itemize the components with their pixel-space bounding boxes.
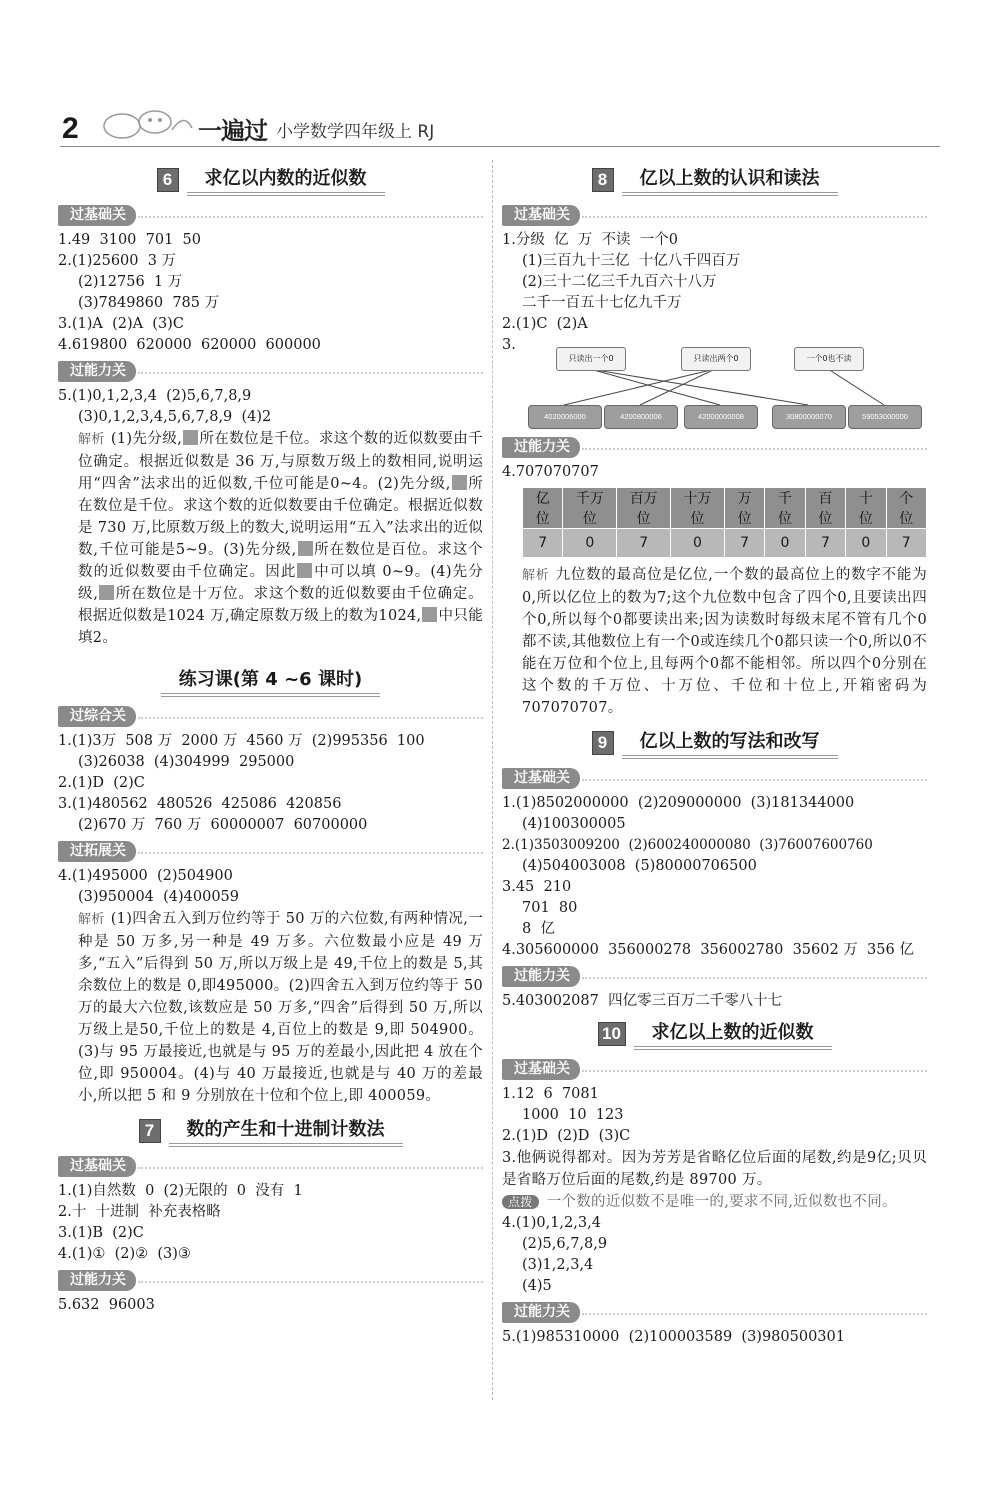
answer-line: (3)0,1,2,3,4,5,6,7,8,9 (4)2 xyxy=(78,409,272,425)
answer-line: 1.分级 亿 万 不读 一个0 xyxy=(502,232,678,248)
section-heading: 求亿以上数的近似数 xyxy=(634,1018,832,1050)
section-number: 7 xyxy=(139,1119,161,1143)
subsection-tag: 过基础关 xyxy=(58,204,483,226)
subsection-tag: 过基础关 xyxy=(58,1155,483,1177)
answer-line: 1.(1)8502000000 (2)209000000 (3)181344000 xyxy=(502,795,855,811)
subsection-tag: 过能力关 xyxy=(58,1269,483,1291)
answer-line: 3.(1)B (2)C xyxy=(58,1225,144,1241)
table-header-cell: 百万位 xyxy=(617,488,671,529)
subsection-tag: 过基础关 xyxy=(502,767,927,789)
answer-line: 5.(1)985310000 (2)100003589 (3)980500301 xyxy=(502,1329,845,1345)
explanation: 解析 九位数的最高位是亿位,一个数的最高位上的数字不能为0,所以亿位上的数为7;这个九位数中包含了四个0,且要读出四个0,所以每个0都要读出来;因为读数时每级末尾不管有几个0都不读,其他数位上有一个0或连续几个0都只读一个0,所以0不能在万位和个位上,且每两个0都不能相邻。所以四个0分别在这个数的千万位、十万位、千位和十位上,开箱密码为707070707。 xyxy=(522,567,927,716)
answer-line: (4)5 xyxy=(522,1278,552,1294)
answer-line: 1.12 6 7081 xyxy=(502,1086,599,1102)
answer-line: 二千一百五十七亿九千万 xyxy=(522,295,682,311)
answer-line: 2.(1)3503009200 (2)600240000080 (3)76007600760 xyxy=(502,837,873,853)
answer-line: (3)26038 (4)304999 295000 xyxy=(78,754,295,770)
book-subtitle: 小学数学四年级上 RJ xyxy=(276,122,435,142)
answer-line: 3.(1)A (2)A (3)C xyxy=(58,316,184,332)
brand-logo: 一遍过 xyxy=(198,117,267,145)
answer-line: 4.305600000 356000278 356002780 35602 万 356 亿 xyxy=(502,942,914,958)
section-7-title xyxy=(58,1115,483,1147)
table-header-cell: 百位 xyxy=(805,488,845,529)
answer-line: 3.45 210 xyxy=(502,879,572,895)
blank-box-icon xyxy=(99,585,114,600)
subsection-tag: 过能力关 xyxy=(502,1301,927,1323)
page-number: 2 xyxy=(62,112,79,145)
table-cell: 7 xyxy=(617,529,671,558)
answer-line: 2.(1)25600 3 万 xyxy=(58,253,177,269)
table-cell: 0 xyxy=(765,529,805,558)
answer-line: (2)12756 1 万 xyxy=(78,274,183,290)
answer-line: (2)三十二亿三千九百六十八万 xyxy=(522,274,717,290)
matching-diagram xyxy=(522,337,927,432)
blank-box-icon xyxy=(452,475,467,490)
table-cell: 0 xyxy=(563,529,617,558)
table-header-cell: 十万位 xyxy=(671,488,725,529)
answer-line: (3)950004 (4)400059 xyxy=(78,889,240,905)
answer-line: 1.(1)3万 508 万 2000 万 4560 万 (2)995356 100 xyxy=(58,733,425,749)
table-header-cell: 十位 xyxy=(846,488,886,529)
table-row xyxy=(523,529,927,558)
header-divider xyxy=(60,146,940,147)
answer-line: (4)100300005 xyxy=(522,816,626,832)
subsection-tag: 过能力关 xyxy=(58,360,483,382)
section-number: 8 xyxy=(592,168,614,192)
explanation: 解析 (1)四舍五入到万位约等于 50 万的六位数,有两种情况,一种是 50 万多,另一种是 49 万多。六位数最小应是 49 万多,“五入”后得到 50 万,所以万级上是 49,千位上的数是 5,其余数位上的数是 0,即495000。(2)四舍五入到万位约等于 50 万的最大六位数,该数应是 50 万多,“四舍”后得到 50 万,所以万级上是50,千位上的数是 4,百位上的数是 9,即 504900。(3)与 95 万最接近,也就是与 95 万的差最小,因此把 4 放在个位,即 950004。(4)与 40 万最接近,也就是与 40 万的差最小,所以把 5 和 9 分别放在十位和个位上,即 400059。 xyxy=(78,911,483,1104)
section-heading: 亿以上数的写法和改写 xyxy=(622,727,838,759)
answer-line: 2.(1)D (2)D (3)C xyxy=(502,1128,631,1144)
section-8-title xyxy=(502,164,927,196)
table-header-cell: 千位 xyxy=(765,488,805,529)
answer-line: 1.49 3100 701 50 xyxy=(58,232,201,248)
table-cell: 7 xyxy=(886,529,926,558)
section-10-title xyxy=(502,1018,927,1050)
answer-line: (2)670 万 760 万 60000007 60700000 xyxy=(78,817,368,833)
table-header-row xyxy=(523,488,927,529)
answer-line: 3.(1)480562 480526 425086 420856 xyxy=(58,796,342,812)
answer-line: 5.632 96003 xyxy=(58,1297,155,1313)
subsection-tag: 过能力关 xyxy=(502,965,927,987)
number-card: 30800000070 xyxy=(772,405,846,429)
place-value-table xyxy=(522,487,927,558)
answer-line: 4.(1)① (2)② (3)③ xyxy=(58,1246,191,1262)
answer-line: (1)三百九十三亿 十亿八千四百万 xyxy=(522,253,741,269)
table-cell: 0 xyxy=(846,529,886,558)
answer-line: (3)7849860 785 万 xyxy=(78,295,220,311)
blank-box-icon xyxy=(422,607,437,622)
tip: 点拨 一个数的近似数不是唯一的,要求不同,近似数也不同。 xyxy=(502,1191,927,1213)
section-6-title xyxy=(58,164,483,196)
answer-line: 4.(1)0,1,2,3,4 xyxy=(502,1215,601,1231)
number-card: 4020006000 xyxy=(528,405,602,429)
answer-line: 5.(1)0,1,2,3,4 (2)5,6,7,8,9 xyxy=(58,388,252,404)
section-heading: 练习课(第 4 ~6 课时) xyxy=(161,665,380,697)
blank-box-icon xyxy=(297,563,312,578)
subsection-tag: 过拓展关 xyxy=(58,840,483,862)
section-9-title xyxy=(502,727,927,759)
table-header-cell: 个位 xyxy=(886,488,926,529)
tip-label: 点拨 xyxy=(502,1195,539,1209)
table-cell: 7 xyxy=(724,529,764,558)
table-header-cell: 亿位 xyxy=(523,488,563,529)
answer-line: 2.(1)C (2)A xyxy=(502,316,588,332)
section-number: 6 xyxy=(157,168,179,192)
table-cell: 7 xyxy=(523,529,563,558)
answer-line: 701 80 xyxy=(522,900,578,916)
table-header-cell: 万位 xyxy=(724,488,764,529)
table-cell: 0 xyxy=(671,529,725,558)
answer-line: 4.619800 620000 620000 600000 xyxy=(58,337,321,353)
explanation: 解析 (1)先分级, 所在数位是千位。求这个数的近似数要由千位确定。根据近似数是 36 万,与原数万级上的数相同,说明运用“四舍”法求出的近似数,千位可能是0~4。(2)先分级, 所在数位是千位。求这个数的近似数要由千位确定。根据近似数是 730 万,比原数万级上的数大,说明运用“五入”法求出的近似数,千位可能是5~9。(3)先分级, 所在数位是百位。求这个数的近似数要由千位确定。因此 中可以填 0~9。(4)先分级, 所在数位是十万位。求这个数的近似数要由千位确定。根据近似数是1024 万,确定原数万级上的数为1024, 中只能填2。 xyxy=(78,431,483,646)
column-divider xyxy=(492,160,493,1400)
answer-line: (3)1,2,3,4 xyxy=(522,1257,594,1273)
answer-line: (2)5,6,7,8,9 xyxy=(522,1236,608,1252)
practice-title xyxy=(58,665,483,697)
table-header-cell: 千万位 xyxy=(563,488,617,529)
blank-box-icon xyxy=(183,430,198,445)
left-column xyxy=(58,160,483,1316)
section-heading: 亿以上数的认识和读法 xyxy=(622,164,838,196)
section-number: 9 xyxy=(592,731,614,755)
scroll-card: 一个0也不读 xyxy=(794,347,864,371)
answer-line: 4.(1)495000 (2)504900 xyxy=(58,868,233,884)
right-column: 8 亿以上数的认识和读法 过基础关 1.分级 亿 万 不读 一个0 (1)三百九十三亿 十亿八千四百万 (2)三十二亿三千九百六十八万 二千一百五十七亿九千万 2.(1)C (2)A 3. 只读出一个0 只读出两个0 一个0也不读 4020006000 4200800006 42000000008 30800000070 59053000000 过能力关 4.707070707 亿位 千万位 百万位 十万位 万位 千位 百位 十位 个位 7 0 7 0 7 0 7 0 7 解析 九位数的最高位是亿位,一个数的最高位上的数字不能为0,所以亿位上的数为7;这个九位数中包含了四个0,且要读出四个0,所以每个0都要读出来;因为读数时每级末尾不管有几个0都不读,其他数位上有一个0或连续几个0都只读一个0,所以0不能在万位和个位上,且每两个0都不能相邻。所以四个0分别在这个数的千万位、十万位、千位和十位上,开箱密码为707070707。 9 亿以上数的写法和改写 过基础关 1.(1)8502000000 (2)209000000 (3)181344000 (4)100300005 2.(1)3503009200 (2)600240000080 (3)76007600760 (4)504003008 (5)80000706500 3.45 210 701 80 8 亿 4.305600000 356000278 356002780 35602 万 356 亿 过能力关 5.403002087 四亿零三百万二千零八十七 10 求亿以上数的近似数 过基础关 1.12 6 7081 1000 10 123 2.(1)D (2)D (3)C 3.他俩说得都对。因为芳芳是省略亿位后面的尾数,约是9亿;贝贝是省略万位后面的尾数,约是 89700 万。 点拨 一个数的近似数不是唯一的,要求不同,近似数也不同。 4.(1)0,1,2,3,4 (2)5,6,7,8,9 (3)1,2,3,4 (4)5 过能力关 5.(1)985310000 (2)100003589 (3)980500301 xyxy=(502,160,927,1348)
number-card: 59053000000 xyxy=(848,405,922,429)
subsection-tag: 过综合关 xyxy=(58,705,483,727)
answer-line: 2.(1)D (2)C xyxy=(58,775,145,791)
subsection-tag: 过基础关 xyxy=(502,1058,927,1080)
answer-line: 1.(1)自然数 0 (2)无限的 0 没有 1 xyxy=(58,1183,303,1199)
blank-box-icon xyxy=(298,541,313,556)
scroll-card: 只读出一个0 xyxy=(556,347,626,371)
section-number: 10 xyxy=(598,1022,626,1046)
section-heading: 数的产生和十进制计数法 xyxy=(169,1115,403,1147)
number-card: 42000000008 xyxy=(684,405,758,429)
table-cell: 7 xyxy=(805,529,845,558)
number-card: 4200800006 xyxy=(604,405,678,429)
answer-line: 5.403002087 四亿零三百万二千零八十七 xyxy=(502,993,783,1009)
answer-line: 1000 10 123 xyxy=(522,1107,624,1123)
subsection-tag: 过基础关 xyxy=(502,204,927,226)
subsection-tag: 过能力关 xyxy=(502,436,927,458)
answer-line: 4.707070707 xyxy=(502,464,599,480)
scroll-card: 只读出两个0 xyxy=(681,347,751,371)
answer-paragraph: 3.他俩说得都对。因为芳芳是省略亿位后面的尾数,约是9亿;贝贝是省略万位后面的尾数,约是 89700 万。 xyxy=(502,1150,927,1188)
answer-line: 8 亿 xyxy=(522,921,555,937)
section-heading: 求亿以内数的近似数 xyxy=(187,164,385,196)
answer-line: (4)504003008 (5)80000706500 xyxy=(522,858,757,874)
answer-line: 2.十 十进制 补充表格略 xyxy=(58,1204,221,1220)
cartoon-decoration-icon xyxy=(100,104,195,144)
